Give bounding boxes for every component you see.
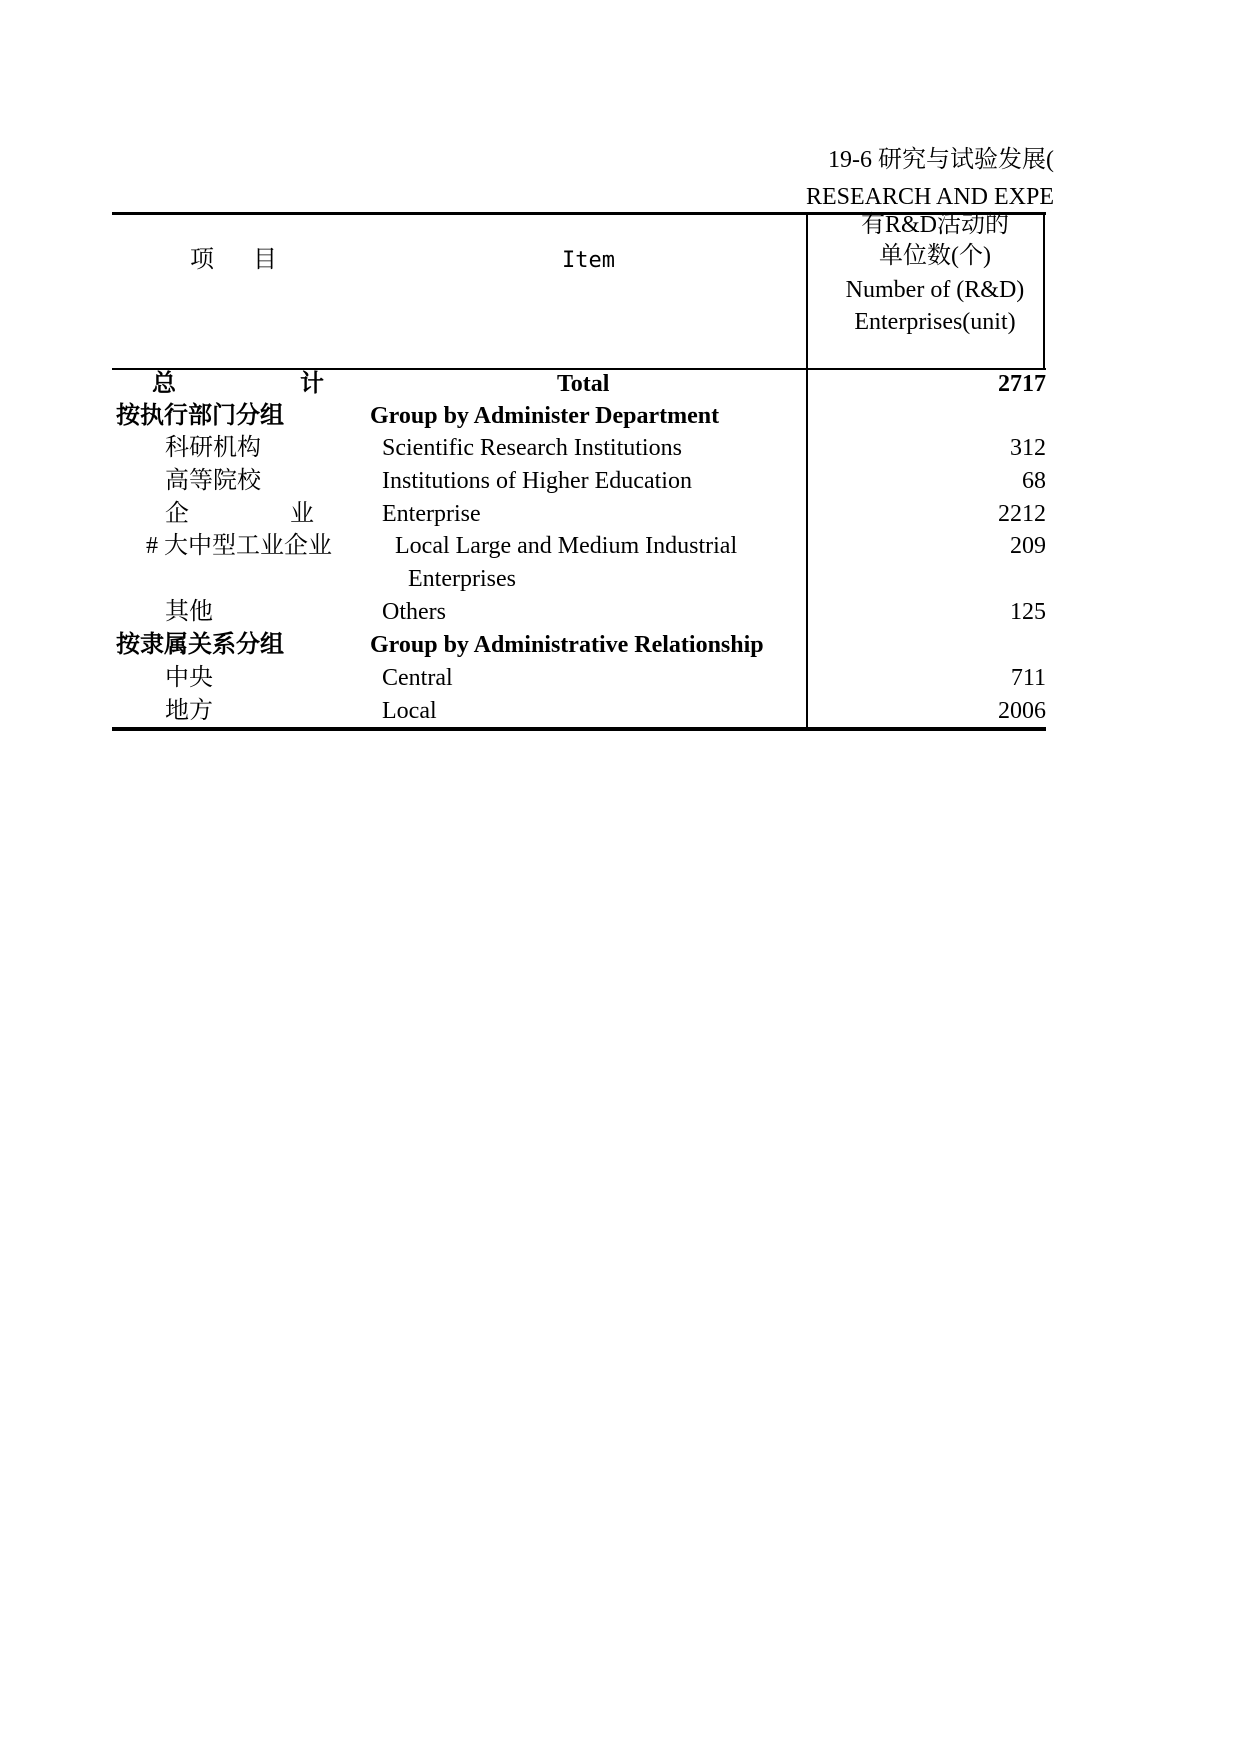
row-higher-education-cn: 高等院校 (165, 468, 261, 494)
header-item-cn-1: 项 (190, 247, 214, 273)
row-total-cn-1: 总 (152, 371, 176, 397)
header-count-en-line1: Number of (R&D) (845, 277, 1025, 303)
row-higher-education-value: 68 (1022, 468, 1046, 494)
row-enterprise-cn-1: 企 (165, 501, 189, 527)
group-department-en: Group by Administer Department (370, 403, 720, 429)
row-central-en: Central (382, 665, 453, 691)
header-count-cn-line1: 有R&D活动的 (860, 212, 1009, 238)
row-enterprise-cn-2: 业 (290, 501, 314, 527)
row-central-cn: 中央 (165, 665, 213, 691)
header-item-en: Item (562, 248, 615, 273)
row-total-en: Total (557, 371, 610, 397)
row-total-cn-2: 计 (300, 371, 324, 397)
row-local-en: Local (382, 698, 437, 724)
row-local-cn: 地方 (165, 698, 213, 724)
row-total-value: 2717 (998, 371, 1046, 397)
table-title-en: RESEARCH AND EXPE (805, 184, 1054, 210)
group-department-cn: 按执行部门分组 (116, 403, 284, 429)
row-enterprise-value: 2212 (998, 501, 1046, 527)
header-item-cn-2: 目 (253, 247, 277, 273)
header-count-cn-line2: 单位数(个) (879, 243, 991, 269)
row-others-cn: 其他 (165, 599, 213, 625)
column-divider (806, 212, 808, 729)
group-relationship-en: Group by Administrative Relationship (370, 632, 764, 658)
row-others-en: Others (382, 599, 446, 625)
row-research-institutions-value: 312 (1010, 435, 1046, 461)
row-large-medium-value: 209 (1010, 533, 1046, 559)
row-research-institutions-en: Scientific Research Institutions (382, 435, 682, 461)
row-central-value: 711 (1010, 665, 1046, 691)
group-relationship-cn: 按隶属关系分组 (116, 632, 284, 658)
bottom-border (112, 727, 1046, 731)
row-large-medium-en-line2: Enterprises (408, 566, 516, 592)
row-research-institutions-cn: 科研机构 (165, 435, 261, 461)
row-others-value: 125 (1010, 599, 1046, 625)
row-large-medium-cn: # 大中型工业企业 (146, 533, 332, 559)
row-enterprise-en: Enterprise (382, 501, 481, 527)
table-title-cn: 19-6 研究与试验发展( (828, 147, 1054, 173)
header-count-en-line2: Enterprises(unit) (854, 309, 1016, 335)
row-higher-education-en: Institutions of Higher Education (382, 468, 692, 494)
row-local-value: 2006 (998, 698, 1046, 724)
row-large-medium-en: Local Large and Medium Industrial (395, 533, 738, 559)
